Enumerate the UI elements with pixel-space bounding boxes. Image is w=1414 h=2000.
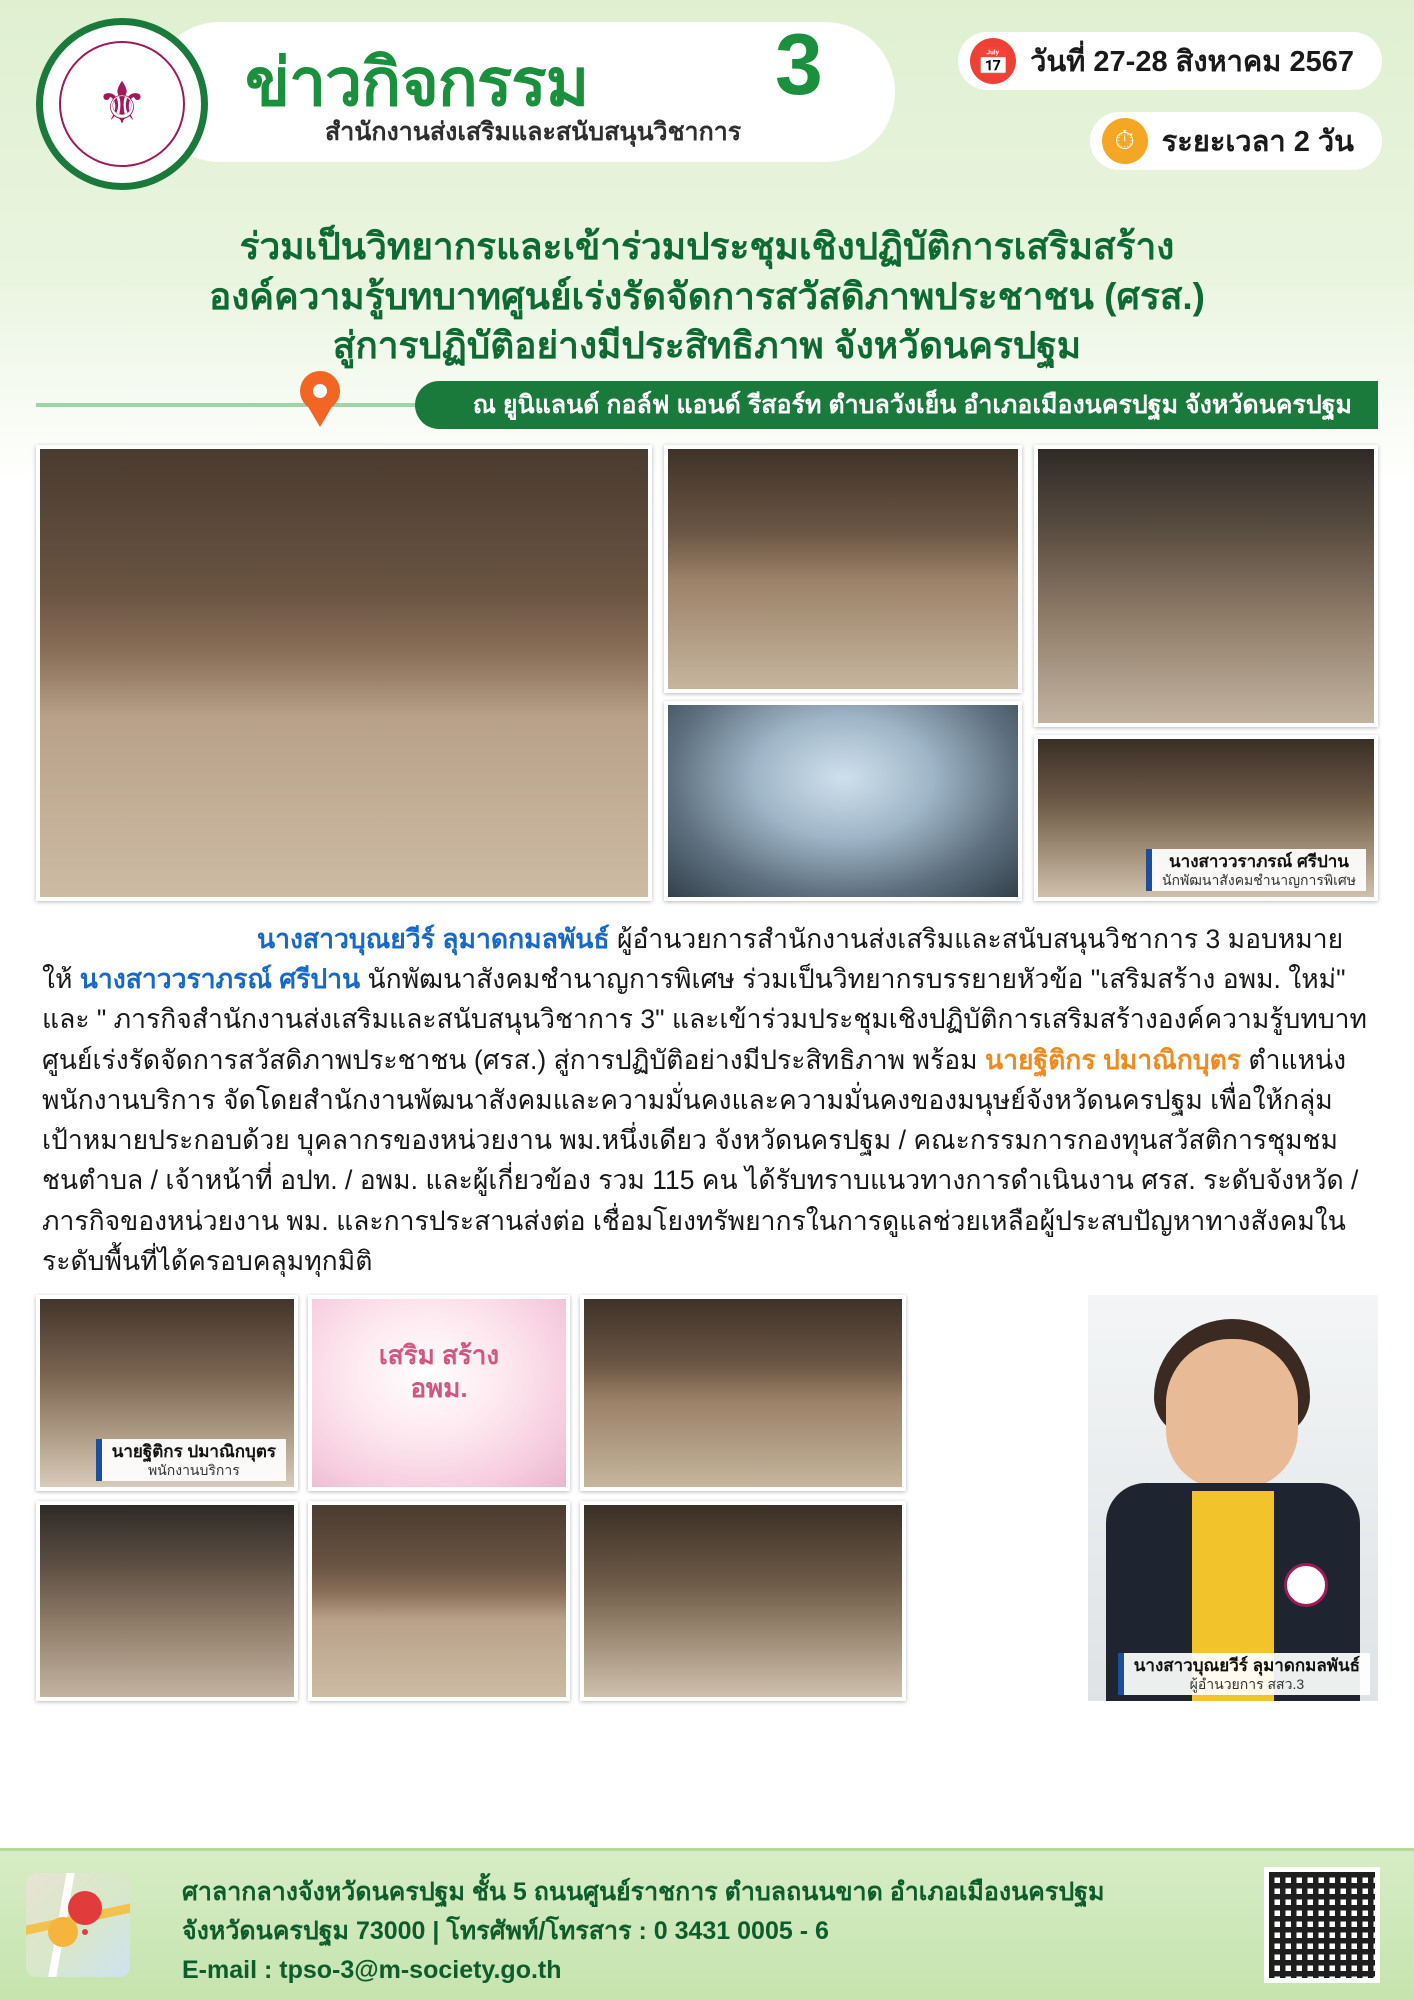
body-part-1: ผู้อำนวยการสำนักงานส่งเสริมและสนับสนุนวิชาการ 3 มอบหมายให้ xyxy=(42,923,1344,994)
photo-projector-screen xyxy=(664,701,1022,901)
footer-address-line-1: ศาลากลางจังหวัดนครปฐม ชั้น 5 ถนนศูนย์ราชการ ตำบลถนนขาด อำเภอเมืองนครปฐม xyxy=(182,1878,1105,1906)
header xyxy=(0,0,1414,220)
page-title: ข่าวกิจกรรม xyxy=(245,45,589,119)
location-band xyxy=(415,381,1378,429)
portrait-director xyxy=(1088,1295,1378,1701)
caption-name: นางสาวบุณยวีร์ ลุมาดกมลพันธ์ xyxy=(1133,1656,1360,1676)
footer xyxy=(0,1848,1414,2000)
caption-role: ผู้อำนวยการ สสว.3 xyxy=(1189,1676,1305,1693)
photo-group-line-up xyxy=(580,1295,906,1491)
photo-portrait-warapon xyxy=(1034,735,1378,901)
caption-role: พนักงานบริการ xyxy=(147,1462,240,1479)
footer-email-line: E-mail : tpso-3@m-society.go.th xyxy=(182,1955,562,1984)
portrait-badge-icon xyxy=(1284,1563,1328,1607)
photo-grid-top xyxy=(36,445,1378,905)
date-chip-label: วันที่ 27-28 สิงหาคม 2567 xyxy=(1030,46,1354,78)
seal-emblem-icon: ⚜ xyxy=(59,41,185,167)
photo-room-wide-1 xyxy=(36,1501,298,1701)
photo-caption-staff xyxy=(96,1439,286,1481)
person-name-staff: นายฐิติกร ปมาณิกบุตร xyxy=(984,1044,1242,1075)
ministry-seal-logo xyxy=(36,18,208,190)
body-part-2: นักพัฒนาสังคมชำนาญการพิเศษ ร่วมเป็นวิทยากรบรรยายหัวข้อ "เสริมสร้าง อพม. ใหม่" และ " ภารกิจสำนักงานส่งเสริมและสนับสนุนวิชาการ 3" และเข้าร่วมประชุมเชิงปฏิบัติการเสริมสร้างองค์ความรู้บทบาทศูนย์เร่งรัดจัดการสวัสดิภาพประชาชน (ศรส.) สู่การปฏิบัติอย่างมีประสิทธิภาพ พร้อม xyxy=(42,964,1367,1075)
photo-caption-warapon xyxy=(1146,849,1366,891)
headline-line-1: ร่วมเป็นวิทยากรและเข้าร่วมประชุมเชิงปฏิบัติการเสริมสร้าง xyxy=(239,226,1175,267)
portrait-caption xyxy=(1118,1653,1370,1695)
caption-name: นายฐิติกร ปมาณิกบุตร xyxy=(111,1442,276,1462)
photo-staff-pair xyxy=(36,1295,298,1491)
photo-room-wide-3 xyxy=(580,1501,906,1701)
portrait-head xyxy=(1166,1339,1298,1489)
body-part-3: ตำแหน่งพนักงานบริการ จัดโดยสำนักงานพัฒนาสังคมและความมั่นคงและความมั่นคงของมนุษย์จังหวัดนครปฐม เพื่อให้กลุ่มเป้าหมายประกอบด้วย บุคลากรของหน่วยงาน พม.หนึ่งเดียว จังหวัดนครปฐม / คณะกรรมการกองทุนสวัสติการชุมชมชนตำบล / เจ้าหน้าที่ อปท. / อพม. และผู้เกี่ยวข้อง รวม 115 คน ได้รับทราบแนวทางการดำเนินงาน ศรส. ระดับจังหวัด / ภารกิจของหน่วยงาน พม. และการประสานส่งต่อ เชื่อมโยงทรัพยากรในการดูแลช่วยเหลือผู้ประสบปัญหาทางสังคมในระดับพื้นที่ได้ครอบคลุมทุกมิติ xyxy=(42,1044,1359,1276)
slide-text xyxy=(312,1339,566,1404)
page-subtitle: สำนักงานส่งเสริมและสนับสนุนวิชาการ xyxy=(325,118,742,146)
headline-line-2: องค์ความรู้บทบาทศูนย์เร่งรัดจัดการสวัสดิภาพประชาชน (ศรส.) xyxy=(208,275,1206,317)
photo-award-presentation xyxy=(664,445,1022,693)
clock-icon: ⏱ xyxy=(1102,118,1148,164)
location-text: ณ ยูนิแลนด์ กอล์ฟ แอนด์ รีสอร์ท ตำบลวังเย็น อำเภอเมืองนครปฐม จังหวัดนครปฐม xyxy=(472,390,1352,419)
photo-audience-speaker xyxy=(1034,445,1378,727)
duration-chip xyxy=(1090,112,1382,170)
photo-group-hall xyxy=(36,445,652,901)
date-chip xyxy=(958,32,1382,90)
map-thumbnail-icon xyxy=(26,1873,130,1977)
footer-address-line-2: จังหวัดนครปฐม 73000 | โทรศัพท์/โทรสาร : 0 3431 0005 - 6 xyxy=(182,1916,829,1945)
headline xyxy=(0,220,1414,371)
caption-role: นักพัฒนาสังคมชำนาญการพิเศษ xyxy=(1161,871,1356,888)
page-title-number: 3 xyxy=(775,17,823,113)
footer-contact xyxy=(182,1873,1104,1989)
location-row xyxy=(0,377,1414,437)
calendar-icon: 📅 xyxy=(970,38,1016,84)
person-name-director: นางสาวบุณยวีร์ ลุมาดกมลพันธ์ xyxy=(257,923,610,954)
slide-line-2: อพม. xyxy=(410,1372,468,1403)
photo-slide-presentation xyxy=(308,1295,570,1491)
caption-name: นางสาววราภรณ์ ศรีปาน xyxy=(1169,852,1349,872)
article-body xyxy=(42,919,1372,1281)
duration-chip-label: ระยะเวลา 2 วัน xyxy=(1161,126,1354,158)
photo-room-wide-2 xyxy=(308,1501,570,1701)
photo-grid-bottom xyxy=(36,1295,1378,1715)
person-name-speaker: นางสาววราภรณ์ ศรีปาน xyxy=(79,964,361,994)
headline-line-3: สู่การปฏิบัติอย่างมีประสิทธิภาพ จังหวัดนครปฐม xyxy=(332,325,1082,367)
qr-code[interactable] xyxy=(1264,1867,1380,1983)
slide-line-1: เสริม สร้าง xyxy=(378,1340,500,1371)
map-pin-icon xyxy=(300,371,340,427)
